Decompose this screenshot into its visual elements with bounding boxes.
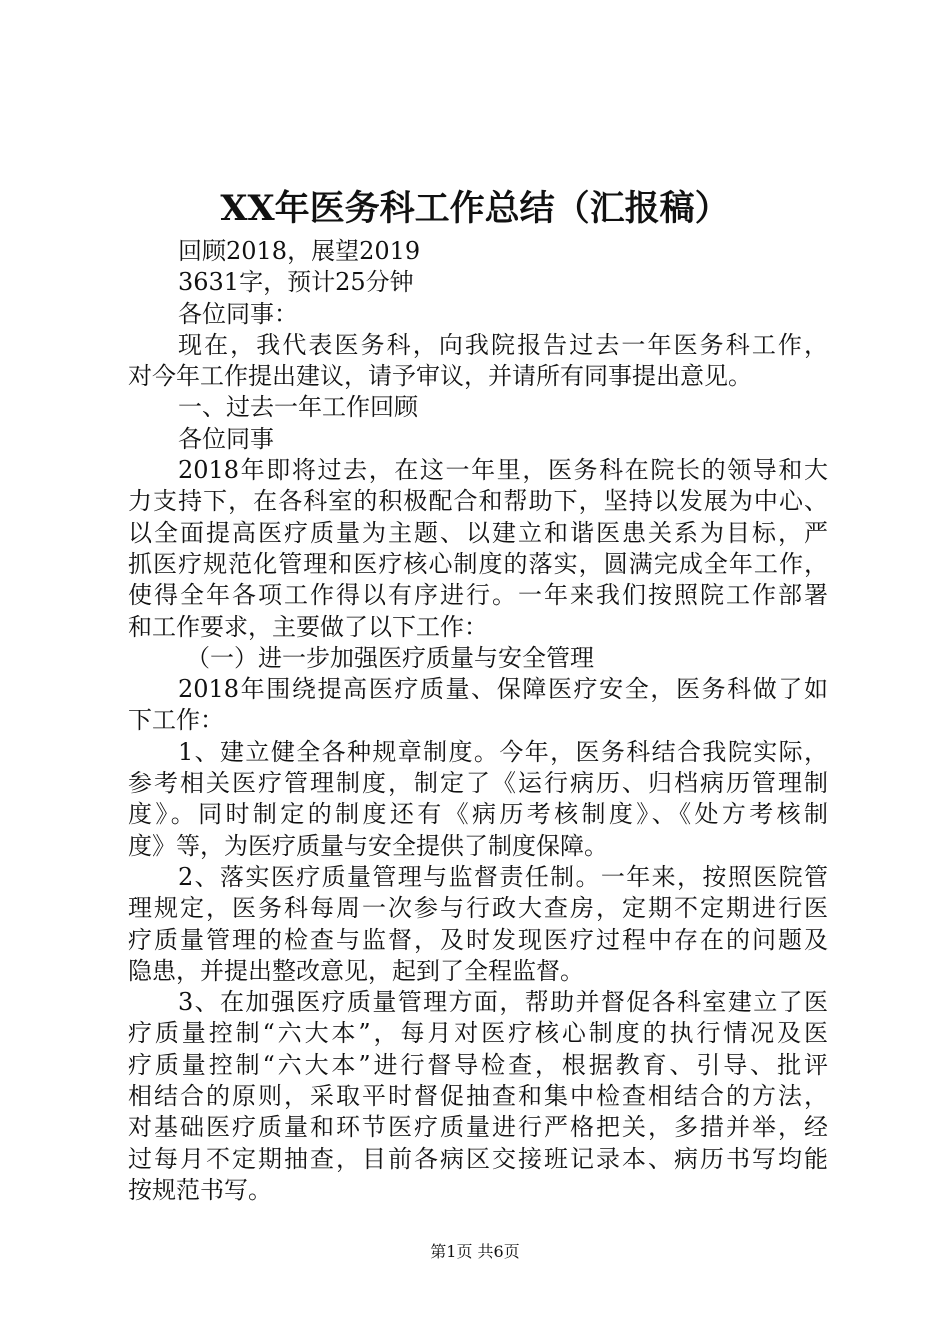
subtitle-line: 回顾2018，展望2019 bbox=[178, 237, 421, 265]
paragraph-line: 对基础医疗质量和环节医疗质量进行严格把关，多措并举，经 bbox=[128, 1113, 828, 1142]
paragraph-line: 对今年工作提出建议，请予审议，并请所有同事提出意见。 bbox=[128, 362, 752, 391]
paragraph-line: 现在，我代表医务科，向我院报告过去一年医务科工作， bbox=[178, 330, 828, 359]
paragraph-line: 相结合的原则，采取平时督促抽查和集中检查相结合的方法， bbox=[128, 1082, 828, 1111]
salutation: 各位同事： bbox=[178, 299, 298, 328]
paragraph-line: 疗质量管理的检查与监督，及时发现医疗过程中存在的问题及 bbox=[128, 925, 828, 954]
paragraph-line: 按规范书写。 bbox=[128, 1175, 272, 1204]
subsection-heading: （一）进一步加强医疗质量与安全管理 bbox=[186, 643, 594, 672]
paragraph-line: 度》等，为医疗质量与安全提供了制度保障。 bbox=[128, 831, 608, 860]
paragraph-line: 和工作要求，主要做了以下工作： bbox=[128, 612, 488, 641]
paragraph-line: 2、落实医疗质量管理与监督责任制。一年来，按照医院管 bbox=[178, 862, 828, 891]
paragraph-line: 疗质量控制“六大本”，每月对医疗核心制度的执行情况及医 bbox=[128, 1019, 828, 1048]
paragraph-line: 疗质量控制“六大本”进行督导检查，根据教育、引导、批评 bbox=[128, 1050, 828, 1079]
paragraph-line: 抓医疗规范化管理和医疗核心制度的落实，圆满完成全年工作， bbox=[128, 549, 828, 578]
paragraph-line: 理规定，医务科每周一次参与行政大查房，定期不定期进行医 bbox=[128, 894, 828, 923]
paragraph-line: 以全面提高医疗质量为主题、以建立和谐医患关系为目标，严 bbox=[128, 518, 828, 547]
page-footer: 第1页 共6页 bbox=[430, 1242, 520, 1261]
paragraph-line: 参考相关医疗管理制度，制定了《运行病历、归档病历管理制 bbox=[128, 769, 828, 798]
paragraph-line: 下工作： bbox=[128, 706, 224, 735]
paragraph-line: 3、在加强医疗质量管理方面，帮助并督促各科室建立了医 bbox=[178, 988, 828, 1017]
paragraph-line: 隐患，并提出整改意见，起到了全程监督。 bbox=[128, 956, 584, 985]
section-heading: 一、过去一年工作回顾 bbox=[178, 393, 418, 422]
paragraph-line: 力支持下，在各科室的积极配合和帮助下，坚持以发展为中心、 bbox=[128, 487, 828, 516]
paragraph-line: 使得全年各项工作得以有序进行。一年来我们按照院工作部署 bbox=[128, 581, 828, 610]
paragraph-line: 度》。同时制定的制度还有《病历考核制度》、《处方考核制 bbox=[128, 800, 828, 829]
word-count-line: 3631字，预计25分钟 bbox=[178, 268, 414, 297]
paragraph-line: 过每月不定期抽查，目前各病区交接班记录本、病历书写均能 bbox=[128, 1144, 828, 1173]
paragraph-line: 1、建立健全各种规章制度。今年，医务科结合我院实际， bbox=[178, 737, 828, 766]
document-title: XX年医务科工作总结（汇报稿） bbox=[220, 188, 730, 229]
salutation: 各位同事 bbox=[178, 424, 274, 453]
paragraph-line: 2018年围绕提高医疗质量、保障医疗安全，医务科做了如 bbox=[178, 675, 828, 704]
document-body bbox=[128, 236, 828, 1206]
paragraph-line: 2018年即将过去，在这一年里，医务科在院长的领导和大 bbox=[178, 456, 828, 485]
